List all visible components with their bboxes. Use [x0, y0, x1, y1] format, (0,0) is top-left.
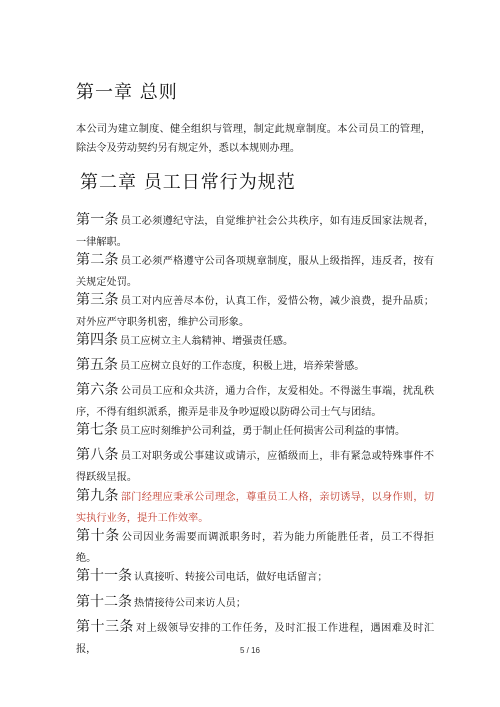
article-10 [76, 526, 434, 569]
article-label: 第九条 [76, 488, 119, 504]
article-7 [76, 420, 434, 442]
article-label: 第十一条 [76, 568, 132, 584]
page-number: 5 / 16 [239, 646, 260, 655]
article-text: 员工对职务或公事建议或请示，应循级而上，非有紧急或特殊事件不得跃级呈报。 [76, 451, 435, 483]
article-text: 员工应时刻维护公司利益，勇于制止任何损害公司利益的事情。 [120, 426, 406, 437]
article-6 [76, 380, 434, 423]
article-text: 热情接待公司来访人员； [134, 598, 247, 609]
article-text: 员工必须遵纪守法，自觉维护社会公共秩序，如有违反国家法规者，一律解职。 [76, 216, 435, 248]
article-label: 第四条 [76, 332, 118, 348]
article-label: 第十三条 [76, 619, 134, 635]
article-label: 第三条 [76, 292, 119, 308]
article-2 [76, 250, 434, 293]
article-label: 第八条 [76, 447, 119, 463]
chapter-1-body: 本公司为建立制度、健全组织与管理，制定此规章制度。本公司员工的管理，除法令及劳动契约另有规定外，悉以本规则办理。 [76, 124, 431, 154]
article-label: 第十条 [76, 528, 120, 544]
article-label: 第二条 [76, 252, 119, 268]
article-label: 第六条 [76, 382, 119, 398]
article-3 [76, 290, 434, 333]
article-text: 员工应树立主人翁精神、增强责任感。 [120, 336, 294, 347]
article-label: 第七条 [76, 422, 118, 438]
article-4 [76, 330, 434, 352]
article-text: 公司因业务需要而调派职务时，若为能力所能胜任者，员工不得拒绝。 [76, 532, 434, 564]
article-label: 第一条 [76, 212, 119, 228]
article-text: 员工应树立良好的工作态度，积极上进，培养荣誉感。 [120, 361, 365, 372]
article-1 [76, 210, 434, 253]
article-label: 第十二条 [76, 594, 132, 610]
article-text: 员工对内应善尽本份，认真工作，爱惜公物，减少浪费，提升品质；对外应严守职务机密，维护公司形象。 [76, 296, 435, 328]
article-text: 认真接听、转接公司电话，做好电话留言； [134, 572, 328, 583]
article-5 [76, 355, 434, 377]
article-text: 公司员工应和众共济，通力合作，友爱相处。不得滋生事端，扰乱秩序，不得有组织派系，搬弄是非及争吵逗殴以防碍公司士气与团结。 [76, 386, 435, 418]
article-text-highlighted: 部门经理应秉承公司理念，尊重员工人格，亲切诱导，以身作则，切实执行业务，提升工作效率。 [76, 492, 435, 524]
article-12 [76, 592, 434, 614]
article-8 [76, 445, 434, 488]
article-11 [76, 566, 434, 588]
article-text: 员工必须严格遵守公司各项规章制度，服从上级指挥，违反者，按有关规定处罚。 [76, 256, 435, 288]
article-label: 第五条 [76, 357, 118, 373]
article-text: 对上级领导安排的工作任务，及时汇报工作进程，遇困难及时汇报， [76, 623, 435, 655]
chapter-1-title: 第一章 总则 [76, 82, 178, 103]
article-9 [76, 486, 434, 529]
chapter-2-title: 第二章 员工日常行为规范 [80, 172, 296, 193]
